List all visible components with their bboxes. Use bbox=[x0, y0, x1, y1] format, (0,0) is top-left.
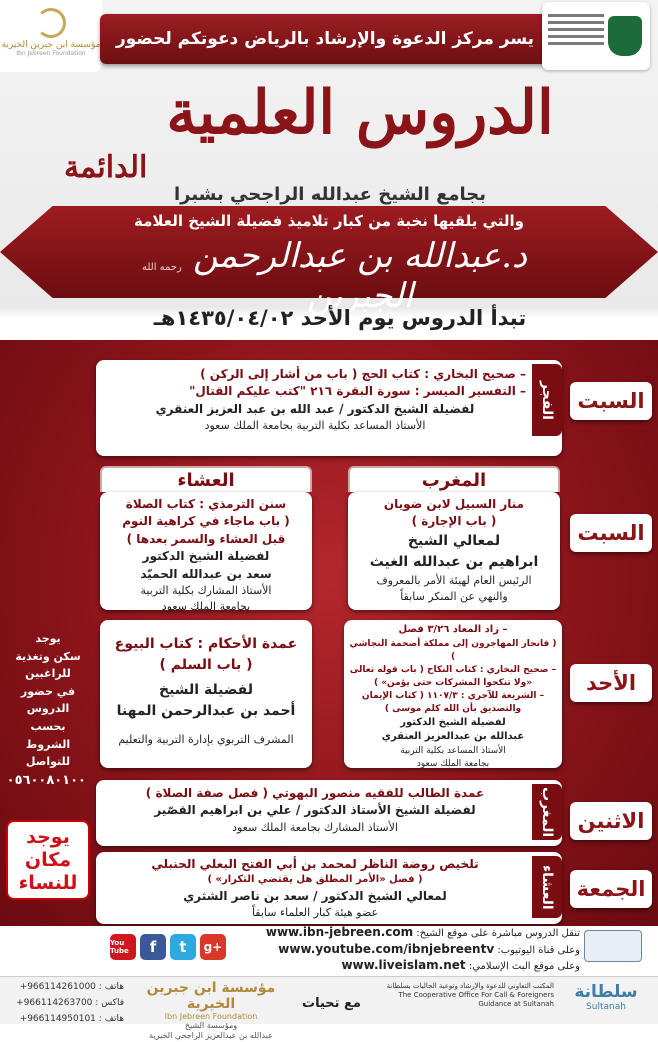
day-sunday: الأحد bbox=[570, 664, 652, 702]
links-label-youtube: وعلى قناة اليوتيوب: bbox=[497, 944, 580, 956]
card-monday bbox=[96, 780, 562, 846]
sun-maghrib-line-6: والتصديق بأن الله كلم موسى ) bbox=[384, 703, 522, 714]
start-date: تبدأ الدروس يوم الأحد ١٤٣٥/٠٤/٠٢هـ bbox=[153, 306, 527, 330]
rahimahullah: رحمه الله bbox=[142, 262, 182, 273]
sultanah-logo bbox=[558, 982, 654, 1012]
phone-number: +966114261000 bbox=[19, 982, 96, 992]
side-info-line-4: في حضور bbox=[20, 684, 76, 698]
sun-isha-line-4: أحمد بن عبدالرحمن المهنا bbox=[116, 703, 296, 719]
side-info-line-1: يوجد bbox=[35, 632, 61, 645]
jebreen-foundation-logo bbox=[0, 0, 102, 72]
sun-isha-line-5: المشرف التربوي بإدارة التربية والتعليم bbox=[118, 733, 294, 746]
monday-vertical-tab: المغرب bbox=[532, 784, 562, 840]
phone2-label: هاتف : bbox=[98, 1013, 124, 1024]
mon-line-2: لفضيلة الشيخ الأستاذ الدكتور / علي بن ابراهيم القصّير bbox=[154, 803, 476, 818]
sun-maghrib-line-1: – زاد المعاد ٣/٢٦ فصل bbox=[398, 624, 508, 635]
card-sunday-maghrib bbox=[344, 620, 562, 768]
ministry-text-lines bbox=[548, 14, 604, 49]
sultanah-ar: سلطانة bbox=[574, 982, 638, 1002]
sultanah-en: Sultanah bbox=[586, 1002, 626, 1012]
fri-line-3: لمعالي الشيخ الدكتور / سعد بن ناصر الشثري bbox=[183, 888, 447, 903]
sat-maghrib-line-2: ( باب الإجارة ) bbox=[411, 514, 497, 529]
side-info-line-6: بحسب الشروط bbox=[25, 719, 71, 751]
card-saturday-fajr bbox=[96, 360, 562, 456]
mon-line-3: الأستاذ المشارك بجامعة الملك سعود bbox=[232, 820, 398, 834]
crescent-icon bbox=[36, 8, 66, 38]
youtube-icon[interactable]: You Tube bbox=[110, 934, 136, 960]
sun-isha-line-2: ( باب السلم ) bbox=[159, 657, 253, 673]
sat-maghrib-line-1: منار السبيل لابن ضويان bbox=[383, 497, 525, 511]
women-section-badge bbox=[6, 820, 90, 900]
sun-maghrib-line-3: – صحيح البخاري : كتاب النكاح ( باب قوله تعالى bbox=[349, 664, 557, 675]
sat-isha-line-5: سعد بن عبدالله الحميّد bbox=[140, 566, 272, 581]
day-monday: الاثنين bbox=[570, 802, 652, 840]
ribbon-intro: والتي يلقيها نخبة من كبار تلاميذ فضيلة الشيخ العلامة bbox=[134, 212, 524, 230]
page-title: الدروس العلمية bbox=[166, 78, 554, 148]
ministry-logo bbox=[542, 2, 650, 70]
sat-isha-line-3: قبل العشاء والسمر بعدها ) bbox=[126, 531, 286, 546]
sat-isha-line-6: الأستاذ المشارك بكلية التربية bbox=[140, 583, 272, 597]
sat-isha-line-1: سنن الترمذي : كتاب الصلاة bbox=[125, 497, 287, 511]
sun-maghrib-line-4: «ولا تنكحوا المشركات حتى يؤمن» ) bbox=[373, 677, 533, 688]
sun-maghrib-line-10: بجامعة الملك سعود bbox=[416, 758, 490, 769]
fax-number: +966114263700 bbox=[16, 997, 93, 1008]
maghrib-column-tab: المغرب bbox=[348, 466, 560, 492]
sat-isha-line-4: لفضيلة الشيخ الدكتور bbox=[142, 549, 270, 564]
social-icons bbox=[110, 934, 226, 960]
mon-line-1: عمدة الطالب للفقيه منصور البهوتي ( فصل صفة الصلاة ) bbox=[145, 786, 485, 800]
invite-banner: يسر مركز الدعوة والإرشاد بالرياض دعوتكم لحضور bbox=[100, 14, 550, 64]
fajr-vertical-tab: الفجر bbox=[532, 364, 562, 436]
broadcast-links bbox=[240, 924, 580, 974]
side-info-line-3: للراغبين bbox=[25, 667, 71, 681]
office-en: The Cooperative Office For Call & Foreigners Guidance at Sultanah bbox=[398, 991, 554, 1009]
youtube-link[interactable]: www.youtube.com/ibnjebreentv bbox=[278, 941, 495, 956]
sun-maghrib-line-9: الأستاذ المساعد بكلية التربية bbox=[400, 745, 506, 756]
phone2-number: +966114950101 bbox=[19, 1013, 96, 1024]
google-plus-icon[interactable]: g+ bbox=[200, 934, 226, 960]
sun-maghrib-line-7: لفضيلة الشيخ الدكتور bbox=[400, 716, 506, 728]
sat-maghrib-line-3: لمعالي الشيخ bbox=[407, 532, 501, 549]
fax-label: فاكس : bbox=[95, 997, 124, 1008]
sat-maghrib-line-4: ابراهيم بن عبدالله الغيث bbox=[369, 553, 539, 570]
isha-column-tab: العشاء bbox=[100, 466, 312, 492]
sun-maghrib-line-8: عبدالله بن عبدالعزيز العنقري bbox=[381, 731, 525, 743]
facebook-icon[interactable]: f bbox=[140, 934, 166, 960]
sat-isha-line-2: ( باب ماجاء في كراهية النوم bbox=[122, 514, 290, 529]
office-ar: المكتب التعاوني للدعوة والإرشاد وتوعية الجاليات بسلطانة bbox=[386, 982, 554, 990]
women-line-2: مكان bbox=[24, 848, 72, 871]
women-line-3: للنساء bbox=[18, 871, 78, 894]
sheikh-name: د.عبدالله بن عبدالرحمن الجبرين bbox=[192, 236, 528, 316]
logo-left-name: مؤسسة ابن جبرين الخيرية bbox=[1, 40, 101, 50]
phone-label: هاتف : bbox=[98, 982, 124, 992]
title-suffix: الدائمة bbox=[64, 150, 148, 185]
side-info-line-2: سكن وتغذية bbox=[15, 649, 81, 663]
sun-maghrib-line-2: ( فانحاز المهاجرون إلى مملكة أصحمة النجاشي ) bbox=[349, 638, 557, 662]
logo-left-en: Ibn Jebreen Foundation bbox=[16, 50, 86, 57]
sun-isha-line-3: لفضيلة الشيخ bbox=[158, 682, 254, 698]
contact-number: ٠٥٦٠٠٨٠١٠٠ bbox=[6, 772, 86, 788]
contact-numbers bbox=[4, 980, 124, 1027]
day-saturday: السبت bbox=[570, 514, 652, 552]
sat-maghrib-line-6: والنهي عن المنكر سابقاً bbox=[400, 589, 508, 603]
fajr-line-3: لفضيلة الشيخ الدكتور / عبد الله بن عبد العزيز العنقري bbox=[155, 401, 475, 416]
cooperative-office bbox=[384, 982, 554, 1009]
fajr-line-1: – صحيح البخاري : كتاب الحج ( باب من أشار إلى الركن ) bbox=[200, 367, 526, 381]
sat-isha-line-7: بجامعة الملك سعود bbox=[161, 599, 251, 613]
fajr-line-4: الأستاذ المساعد بكلية التربية بجامعة الملك سعود bbox=[204, 419, 426, 433]
women-line-1: يوجد bbox=[26, 826, 70, 848]
sun-maghrib-line-5: – الشريعة للآجري : ١١٠٧/٣ ( كتاب الإيمان bbox=[361, 690, 545, 701]
liveislam-link[interactable]: www.liveislam.net bbox=[341, 958, 466, 972]
card-friday bbox=[96, 852, 562, 924]
sun-isha-line-1: عمدة الأحكام : كتاب البيوع bbox=[114, 636, 298, 652]
day-friday: الجمعة bbox=[570, 870, 652, 908]
jebreen-sub-2: عبدالله بن عبدالعزيز الراجحي الخيرية bbox=[149, 1031, 273, 1041]
fri-line-2: ( فصل «الأمر المطلق هل يقتضي التكرار» ) bbox=[207, 874, 423, 886]
mosque-emblem-icon bbox=[608, 16, 642, 56]
links-label-liveislam: وعلى موقع البث الإسلامي: bbox=[468, 961, 580, 972]
site-link[interactable]: www.ibn-jebreen.com bbox=[265, 925, 414, 939]
jebreen-ar: مؤسسة ابن جبرين الخيرية bbox=[146, 980, 276, 1012]
fri-line-4: عضو هيئة كبار العلماء سابقاً bbox=[251, 906, 379, 920]
day-saturday-fajr: السبت bbox=[570, 382, 652, 420]
side-info-line-7: للتواصل bbox=[25, 755, 71, 769]
friday-vertical-tab: العشاء bbox=[532, 856, 562, 918]
card-sunday-isha bbox=[100, 620, 312, 768]
live-broadcast-stamp-icon bbox=[584, 930, 642, 962]
with-regards: مع تحيات bbox=[302, 996, 361, 1011]
card-saturday-isha bbox=[100, 492, 312, 613]
jebreen-footer-logo bbox=[126, 980, 296, 1042]
fri-line-1: تلخيص روضة الناظر لمحمد بن أبي الفتح البعلي الحنبلي bbox=[151, 857, 479, 871]
links-label-site: تنقل الدروس مباشرة على موقع الشيخ: bbox=[416, 928, 580, 939]
jebreen-sub-1: ومؤسسة الشيخ bbox=[184, 1021, 238, 1030]
accommodation-info bbox=[6, 630, 86, 792]
jebreen-en: Ibn Jebreen Foundation bbox=[164, 1012, 258, 1021]
mosque-name: بجامع الشيخ عبدالله الراجحي بشبرا bbox=[173, 184, 487, 205]
card-saturday-maghrib bbox=[348, 492, 560, 610]
sat-maghrib-line-5: الرئيس العام لهيئة الأمر بالمعروف bbox=[376, 573, 532, 587]
side-info-line-5: الدروس bbox=[26, 702, 70, 716]
twitter-icon[interactable]: t bbox=[170, 934, 196, 960]
fajr-line-2: – التفسير الميسر : سورة البقرة ٢١٦ "كتب عليكم القتال" bbox=[189, 384, 526, 399]
